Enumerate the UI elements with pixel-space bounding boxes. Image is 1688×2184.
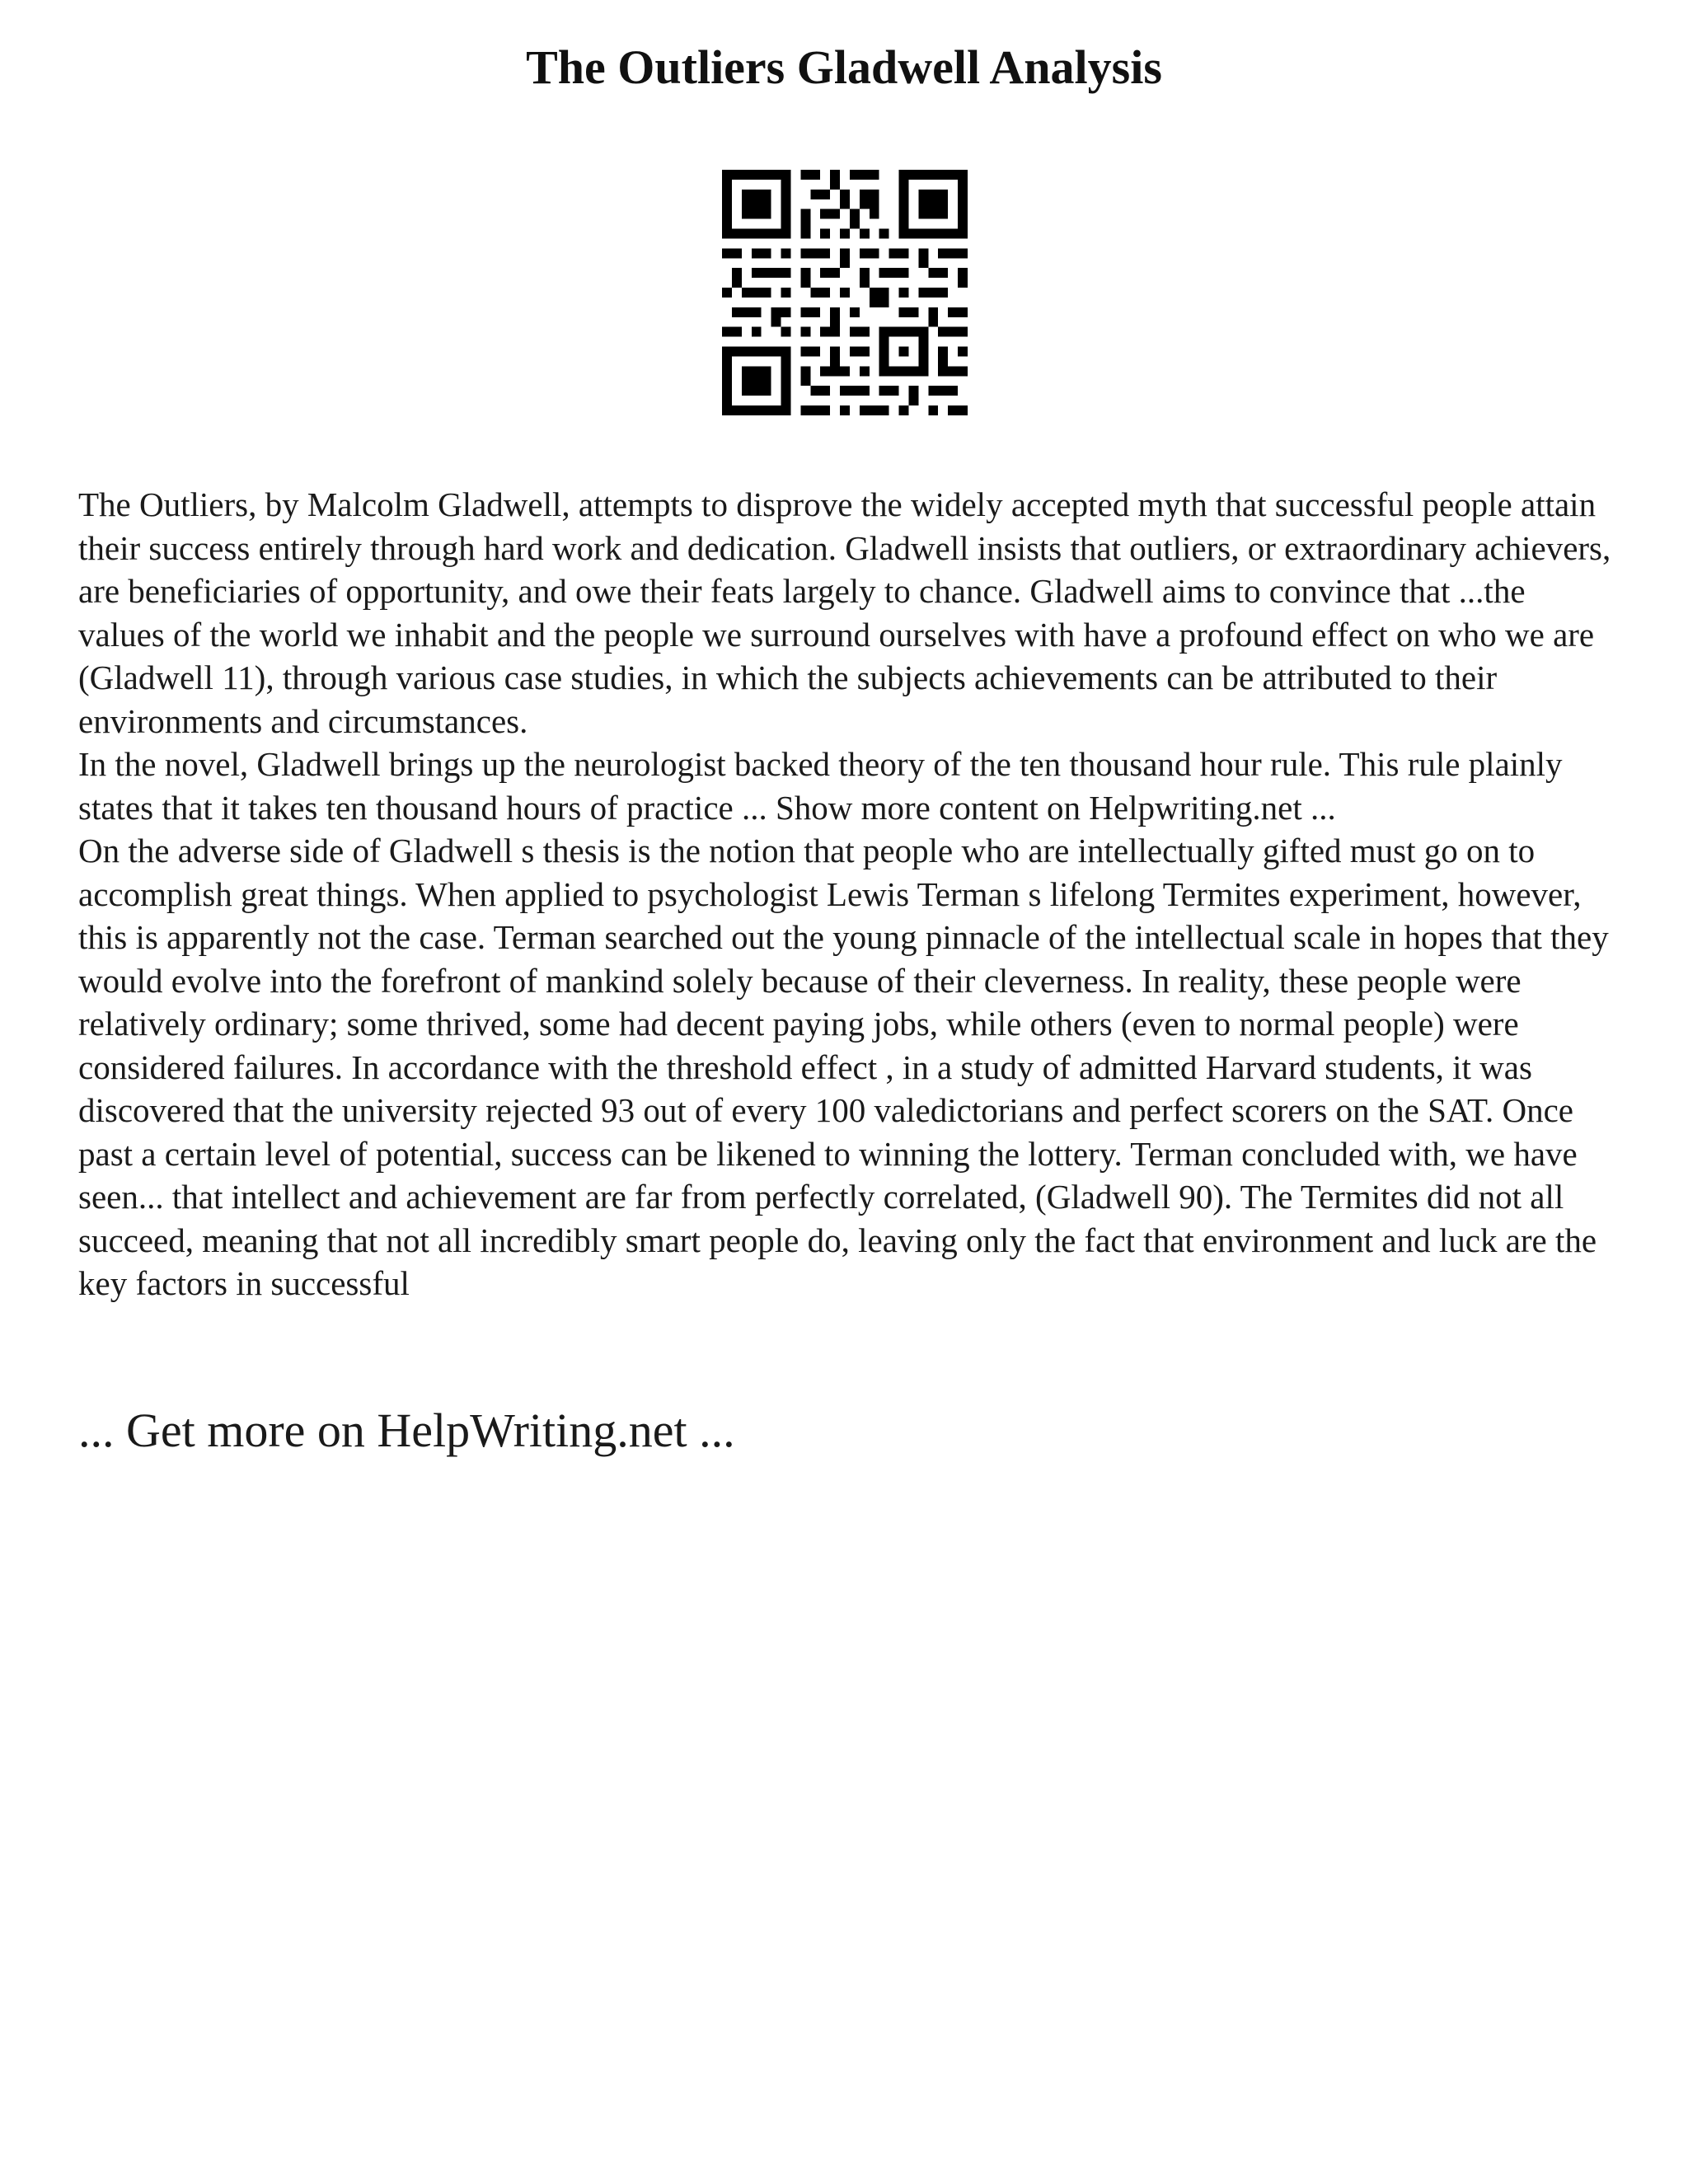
paragraph-intro: The Outliers, by Malcolm Gladwell, attempts to disprove the widely accepted myth that successful people attain their success entirely through hard work and dedication. Gladwell insists that outliers, or extraordinary achievers, are beneficiaries of opportunity, and owe their feats largely to chance. Gladwell aims to convince that ...the values of the world we inhabit and the people we surround ourselves with have a profound effect on who we are (Gladwell 11), through various case studies, in which the subjects achievements can be attributed to their environments and circumstances. — [78, 485, 1611, 740]
qr-code-icon[interactable] — [722, 170, 968, 415]
paragraph-ten-thousand-hours: In the novel, Gladwell brings up the neurologist backed theory of the ten thousand hour rule. This rule plainly states that it takes ten thousand hours of practice ... Show more content on Helpwriting.net ... — [78, 745, 1563, 827]
get-more-link[interactable]: ... Get more on HelpWriting.net ... — [78, 1404, 735, 1457]
paragraph-termites: On the adverse side of Gladwell s thesis is the notion that people who are intellectually gifted must go on to accomplish great things. When applied to psychologist Lewis Terman s lifelong Termites experiment, however, this is apparently not the case. Terman searched out the young pinnacle of the intellectual scale in hopes that they would evolve into the forefront of mankind solely because of their cleverness. In reality, these people were relatively ordinary; some thrived, some had decent paying jobs, while others (even to normal people) were considered failures. In accordance with the threshold effect , in a study of admitted Harvard students, it was discovered that the university rejected 93 out of every 100 valedictorians and perfect scorers on the SAT. Once past a certain level of potential, success can be likened to winning the lottery. Terman concluded with, we have seen... that intellect and achievement are far from perfectly correlated, (Gladwell 90). The Termites did not all succeed, meaning that not all incredibly smart people do, leaving only the fact that environment and luck are the key factors in successful — [78, 832, 1609, 1302]
article-body — [78, 483, 1620, 1305]
page-title: The Outliers Gladwell Analysis — [526, 40, 1162, 94]
qr-code-graphic — [722, 170, 968, 415]
